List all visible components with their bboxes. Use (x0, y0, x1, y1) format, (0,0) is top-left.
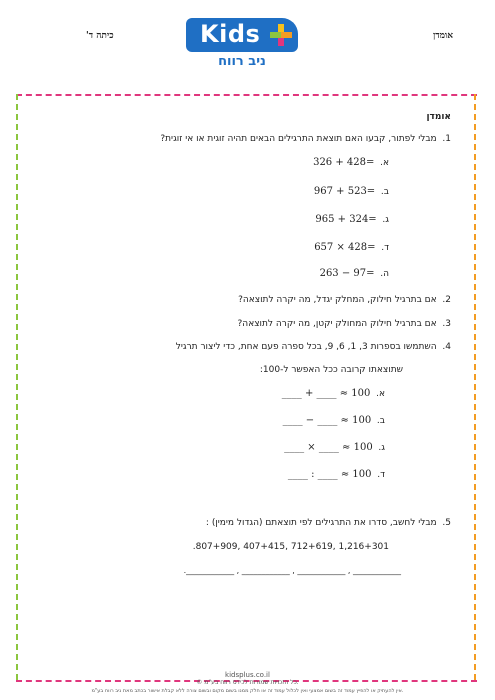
q1-item-e-expr: 263 − 97= (319, 268, 375, 279)
q1-item-c-label: ג. (382, 215, 389, 225)
q1-item-e-label: ה. (380, 269, 389, 279)
q1-item-c-expr: 965 + 324= (315, 214, 377, 225)
question-5-text: מבלי לחשב, סדרו את התרגילים לפי תוצאתם (הגדול מימין) : (205, 518, 437, 528)
q1-item-b (314, 186, 389, 197)
question-4-text: השתמשו בספרות 3, 1, 6, 9, בכל ספרה פעם אחת, כדי ליצור תרגיל (175, 342, 437, 352)
q1-item-d-expr: 657 × 428= (314, 242, 376, 253)
footer-copyright: © כל הזכויות שמורות לכידס רווח בע"מ. (196, 679, 299, 686)
question-1 (160, 133, 451, 145)
footer-legal: אין להעתיק או להפיץ עמוד זה בשום אמצעי ואין לכלול עמוד זה או חלק ממנו בשום מקום ובשום צורה ללא קבלת אישור בכתב מאת ניב רווח בע"מ. (91, 688, 404, 694)
footer-site: kidsplus.co.il (225, 671, 270, 679)
kids-logo (186, 18, 298, 68)
q1-item-b-label: ב. (380, 187, 389, 197)
question-4-text-2: שתוצאתו קרובה ככל האפשר ל-100: (259, 365, 403, 375)
q4-item-d-expr: 100 ≈ ____ : ____ (287, 469, 372, 480)
question-5 (206, 517, 451, 529)
question-5-answer-line: ____________ , ____________ , ____________ , ____________. (183, 566, 401, 575)
q1-item-a-label: א. (380, 158, 389, 168)
q4-item-c-label: ג. (378, 443, 385, 453)
question-1-text: מבלי לפתור, קבעו האם תוצאת התרגילים הבאים תהיה זוגית או אי זוגית? (160, 134, 437, 144)
q1-item-b-expr: 967 + 523= (313, 186, 376, 197)
header-topic: אומדן (432, 31, 453, 41)
q1-item-c (315, 214, 389, 225)
question-3-text: אם בתרגיל חילוק המחולק יקטן, מה יקרה לתוצאה? (237, 319, 437, 329)
q4-item-c-expr: 100 ≈ ____ × ____ (284, 442, 373, 453)
q4-item-b (283, 415, 385, 426)
question-3 (238, 318, 451, 330)
q4-item-b-expr: 100 ≈ ____ − ____ (282, 415, 372, 426)
question-2-text: אם בתרגיל חילוק, המחלק יגדל, מה יקרה לתוצאה? (238, 295, 437, 305)
q1-item-a-expr: 326 + 428= (313, 157, 375, 168)
q1-item-d (314, 242, 389, 253)
q4-item-b-label: ב. (376, 416, 385, 426)
q4-item-a-label: א. (376, 389, 385, 399)
question-2 (238, 294, 451, 306)
q4-item-d (288, 469, 385, 480)
question-1-number: 1. (442, 134, 451, 144)
section-title: אומדן (426, 112, 451, 122)
question-5-number: 5. (442, 518, 451, 528)
q1-item-d-label: ד. (381, 243, 389, 253)
q4-item-a-expr: 100 ≈ ____ + ____ (281, 388, 371, 399)
q4-item-d-label: ד. (377, 470, 385, 480)
header-grade: כיתה ד' (86, 31, 114, 41)
q4-item-a (282, 388, 385, 399)
frame-left (16, 94, 18, 680)
logo-text: Kids (200, 20, 261, 48)
question-4-number: 4. (442, 342, 451, 352)
question-2-number: 2. (442, 295, 451, 305)
question-4 (176, 341, 451, 353)
q1-item-a (313, 157, 389, 168)
q1-item-e (320, 268, 389, 279)
logo-subtitle: ניב רווח (218, 54, 266, 69)
q4-item-c (284, 442, 385, 453)
question-5-list: 1,216+301 ,712+619 ,407+415 ,807+909. (192, 542, 389, 552)
frame-top (16, 94, 477, 96)
frame-right (474, 94, 476, 680)
question-3-number: 3. (442, 319, 451, 329)
plus-icon (270, 24, 292, 46)
